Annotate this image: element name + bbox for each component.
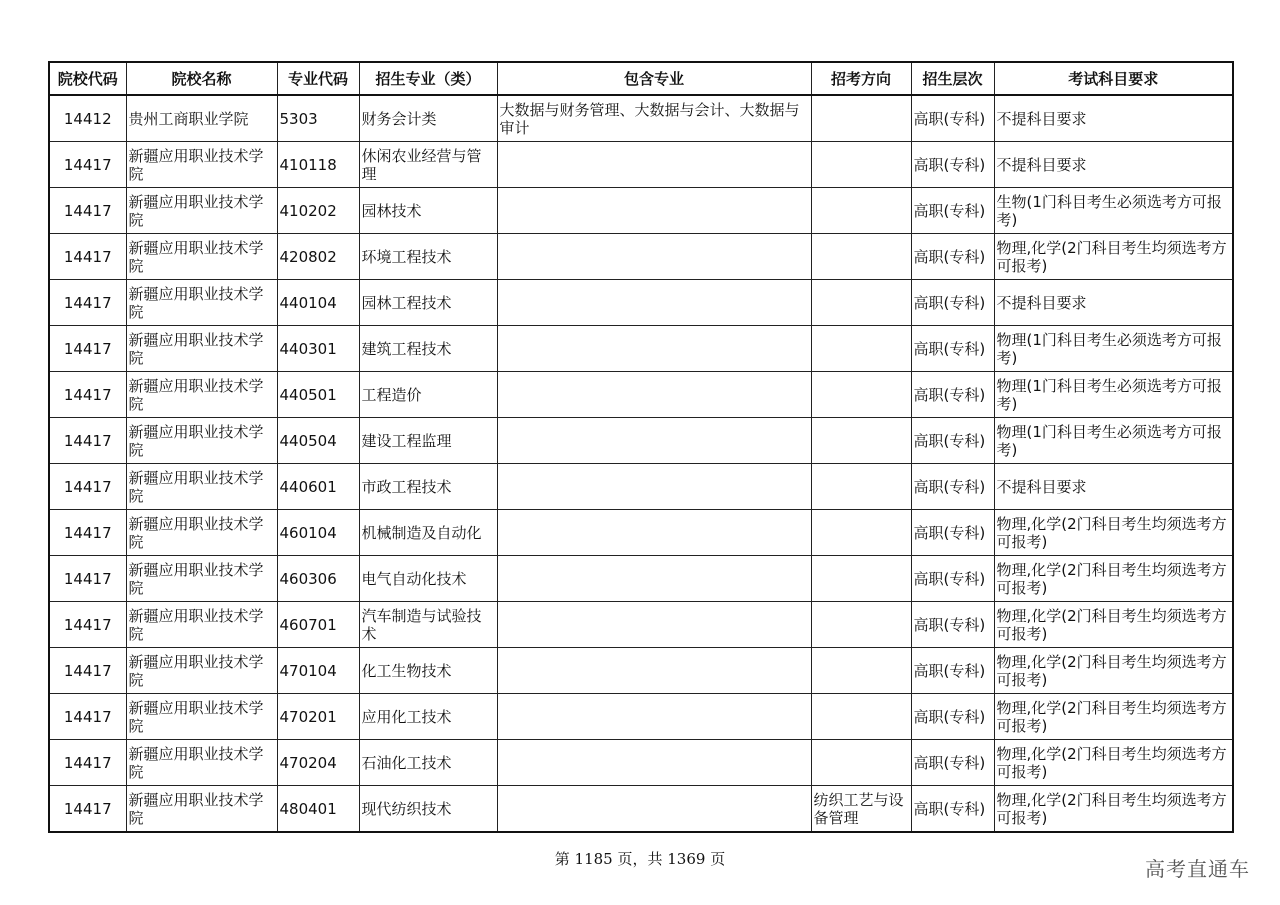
cell-major-code: 410118 — [277, 142, 359, 188]
cell-included-majors — [497, 188, 811, 234]
cell-included-majors — [497, 280, 811, 326]
cell-included-majors — [497, 602, 811, 648]
cell-subject-requirements: 不提科目要求 — [994, 464, 1233, 510]
cell-school-name: 新疆应用职业技术学院 — [126, 648, 277, 694]
cell-school-name: 新疆应用职业技术学院 — [126, 372, 277, 418]
table-row — [49, 740, 1233, 786]
cell-subject-requirements: 物理,化学(2门科目考生均须选考方可报考) — [994, 602, 1233, 648]
cell-major-category: 建设工程监理 — [359, 418, 497, 464]
table-body — [49, 95, 1233, 832]
header-level: 招生层次 — [911, 62, 994, 95]
cell-school-code: 14412 — [49, 95, 126, 142]
cell-school-code: 14417 — [49, 510, 126, 556]
cell-school-code: 14417 — [49, 602, 126, 648]
cell-level: 高职(专科) — [911, 188, 994, 234]
cell-major-category: 休闲农业经营与管理 — [359, 142, 497, 188]
cell-included-majors — [497, 510, 811, 556]
cell-school-name: 新疆应用职业技术学院 — [126, 142, 277, 188]
cell-subject-requirements: 物理(1门科目考生必须选考方可报考) — [994, 418, 1233, 464]
cell-level: 高职(专科) — [911, 556, 994, 602]
cell-direction — [811, 234, 911, 280]
cell-subject-requirements: 不提科目要求 — [994, 142, 1233, 188]
cell-level: 高职(专科) — [911, 234, 994, 280]
cell-direction: 纺织工艺与设备管理 — [811, 786, 911, 833]
table-row — [49, 142, 1233, 188]
cell-subject-requirements: 物理,化学(2门科目考生均须选考方可报考) — [994, 556, 1233, 602]
cell-school-name: 新疆应用职业技术学院 — [126, 326, 277, 372]
cell-major-category: 工程造价 — [359, 372, 497, 418]
cell-major-code: 470201 — [277, 694, 359, 740]
cell-direction — [811, 694, 911, 740]
table-row — [49, 418, 1233, 464]
cell-school-code: 14417 — [49, 556, 126, 602]
cell-included-majors — [497, 464, 811, 510]
cell-school-code: 14417 — [49, 280, 126, 326]
cell-level: 高职(专科) — [911, 740, 994, 786]
cell-major-category: 园林技术 — [359, 188, 497, 234]
header-row — [49, 62, 1233, 95]
table-row — [49, 786, 1233, 833]
cell-school-code: 14417 — [49, 188, 126, 234]
cell-included-majors — [497, 372, 811, 418]
cell-direction — [811, 464, 911, 510]
cell-school-name: 新疆应用职业技术学院 — [126, 188, 277, 234]
cell-included-majors — [497, 326, 811, 372]
cell-direction — [811, 326, 911, 372]
watermark-text: 高考直通车 — [1145, 857, 1250, 881]
cell-major-category: 石油化工技术 — [359, 740, 497, 786]
cell-level: 高职(专科) — [911, 95, 994, 142]
cell-school-name: 新疆应用职业技术学院 — [126, 556, 277, 602]
table-row — [49, 556, 1233, 602]
cell-direction — [811, 188, 911, 234]
cell-school-code: 14417 — [49, 786, 126, 833]
table-row — [49, 326, 1233, 372]
admissions-table — [48, 61, 1234, 833]
header-major-code: 专业代码 — [277, 62, 359, 95]
cell-subject-requirements: 物理(1门科目考生必须选考方可报考) — [994, 372, 1233, 418]
cell-major-code: 470204 — [277, 740, 359, 786]
cell-school-name: 新疆应用职业技术学院 — [126, 464, 277, 510]
cell-major-category: 汽车制造与试验技术 — [359, 602, 497, 648]
cell-major-code: 460701 — [277, 602, 359, 648]
cell-included-majors — [497, 418, 811, 464]
cell-direction — [811, 510, 911, 556]
cell-included-majors — [497, 648, 811, 694]
cell-direction — [811, 280, 911, 326]
cell-subject-requirements: 物理,化学(2门科目考生均须选考方可报考) — [994, 694, 1233, 740]
table-row — [49, 694, 1233, 740]
table-row — [49, 234, 1233, 280]
table-row — [49, 464, 1233, 510]
cell-major-code: 410202 — [277, 188, 359, 234]
cell-level: 高职(专科) — [911, 142, 994, 188]
cell-included-majors — [497, 234, 811, 280]
cell-school-name: 新疆应用职业技术学院 — [126, 694, 277, 740]
cell-subject-requirements: 物理,化学(2门科目考生均须选考方可报考) — [994, 786, 1233, 833]
cell-major-category: 建筑工程技术 — [359, 326, 497, 372]
cell-level: 高职(专科) — [911, 510, 994, 556]
cell-school-code: 14417 — [49, 418, 126, 464]
cell-level: 高职(专科) — [911, 418, 994, 464]
cell-subject-requirements: 不提科目要求 — [994, 280, 1233, 326]
cell-major-category: 园林工程技术 — [359, 280, 497, 326]
cell-subject-requirements: 物理,化学(2门科目考生均须选考方可报考) — [994, 234, 1233, 280]
cell-direction — [811, 142, 911, 188]
cell-included-majors — [497, 694, 811, 740]
cell-subject-requirements: 物理,化学(2门科目考生均须选考方可报考) — [994, 740, 1233, 786]
cell-subject-requirements: 物理,化学(2门科目考生均须选考方可报考) — [994, 648, 1233, 694]
cell-major-category: 化工生物技术 — [359, 648, 497, 694]
cell-direction — [811, 95, 911, 142]
cell-school-code: 14417 — [49, 464, 126, 510]
table-row — [49, 372, 1233, 418]
cell-subject-requirements: 生物(1门科目考生必须选考方可报考) — [994, 188, 1233, 234]
cell-school-code: 14417 — [49, 234, 126, 280]
cell-level: 高职(专科) — [911, 372, 994, 418]
cell-level: 高职(专科) — [911, 602, 994, 648]
cell-school-code: 14417 — [49, 326, 126, 372]
cell-major-code: 440601 — [277, 464, 359, 510]
cell-school-code: 14417 — [49, 740, 126, 786]
cell-level: 高职(专科) — [911, 326, 994, 372]
table-row — [49, 280, 1233, 326]
cell-school-name: 新疆应用职业技术学院 — [126, 234, 277, 280]
admissions-table-container — [48, 61, 1232, 833]
cell-direction — [811, 556, 911, 602]
cell-major-code: 440104 — [277, 280, 359, 326]
cell-school-name: 新疆应用职业技术学院 — [126, 510, 277, 556]
cell-level: 高职(专科) — [911, 464, 994, 510]
cell-school-code: 14417 — [49, 694, 126, 740]
cell-school-code: 14417 — [49, 372, 126, 418]
cell-included-majors — [497, 786, 811, 833]
page-number: 第 1185 页，共 1369 页 — [554, 850, 726, 868]
cell-school-name: 新疆应用职业技术学院 — [126, 280, 277, 326]
cell-major-code: 460306 — [277, 556, 359, 602]
cell-school-name: 新疆应用职业技术学院 — [126, 418, 277, 464]
table-row — [49, 648, 1233, 694]
cell-major-code: 480401 — [277, 786, 359, 833]
cell-major-code: 440301 — [277, 326, 359, 372]
cell-major-category: 市政工程技术 — [359, 464, 497, 510]
cell-direction — [811, 740, 911, 786]
cell-major-code: 420802 — [277, 234, 359, 280]
header-major-category: 招生专业（类） — [359, 62, 497, 95]
cell-major-category: 环境工程技术 — [359, 234, 497, 280]
cell-school-name: 新疆应用职业技术学院 — [126, 602, 277, 648]
cell-major-code: 470104 — [277, 648, 359, 694]
header-included-majors: 包含专业 — [497, 62, 811, 95]
cell-included-majors: 大数据与财务管理、大数据与会计、大数据与审计 — [497, 95, 811, 142]
header-subject-requirements: 考试科目要求 — [994, 62, 1233, 95]
cell-subject-requirements: 物理,化学(2门科目考生均须选考方可报考) — [994, 510, 1233, 556]
table-row — [49, 602, 1233, 648]
cell-major-category: 财务会计类 — [359, 95, 497, 142]
cell-direction — [811, 648, 911, 694]
cell-subject-requirements: 不提科目要求 — [994, 95, 1233, 142]
cell-major-category: 应用化工技术 — [359, 694, 497, 740]
cell-direction — [811, 418, 911, 464]
header-school-name: 院校名称 — [126, 62, 277, 95]
cell-level: 高职(专科) — [911, 648, 994, 694]
cell-level: 高职(专科) — [911, 786, 994, 833]
cell-level: 高职(专科) — [911, 694, 994, 740]
table-row — [49, 188, 1233, 234]
cell-major-category: 现代纺织技术 — [359, 786, 497, 833]
cell-direction — [811, 602, 911, 648]
cell-included-majors — [497, 740, 811, 786]
header-school-code: 院校代码 — [49, 62, 126, 95]
cell-included-majors — [497, 556, 811, 602]
cell-major-category: 电气自动化技术 — [359, 556, 497, 602]
cell-major-code: 440501 — [277, 372, 359, 418]
cell-school-code: 14417 — [49, 142, 126, 188]
header-direction: 招考方向 — [811, 62, 911, 95]
cell-school-name: 新疆应用职业技术学院 — [126, 740, 277, 786]
cell-major-code: 5303 — [277, 95, 359, 142]
cell-school-name: 贵州工商职业学院 — [126, 95, 277, 142]
cell-level: 高职(专科) — [911, 280, 994, 326]
cell-major-code: 440504 — [277, 418, 359, 464]
table-row — [49, 510, 1233, 556]
table-row — [49, 95, 1233, 142]
cell-school-code: 14417 — [49, 648, 126, 694]
cell-school-name: 新疆应用职业技术学院 — [126, 786, 277, 833]
cell-major-code: 460104 — [277, 510, 359, 556]
cell-direction — [811, 372, 911, 418]
cell-subject-requirements: 物理(1门科目考生必须选考方可报考) — [994, 326, 1233, 372]
cell-major-category: 机械制造及自动化 — [359, 510, 497, 556]
cell-included-majors — [497, 142, 811, 188]
